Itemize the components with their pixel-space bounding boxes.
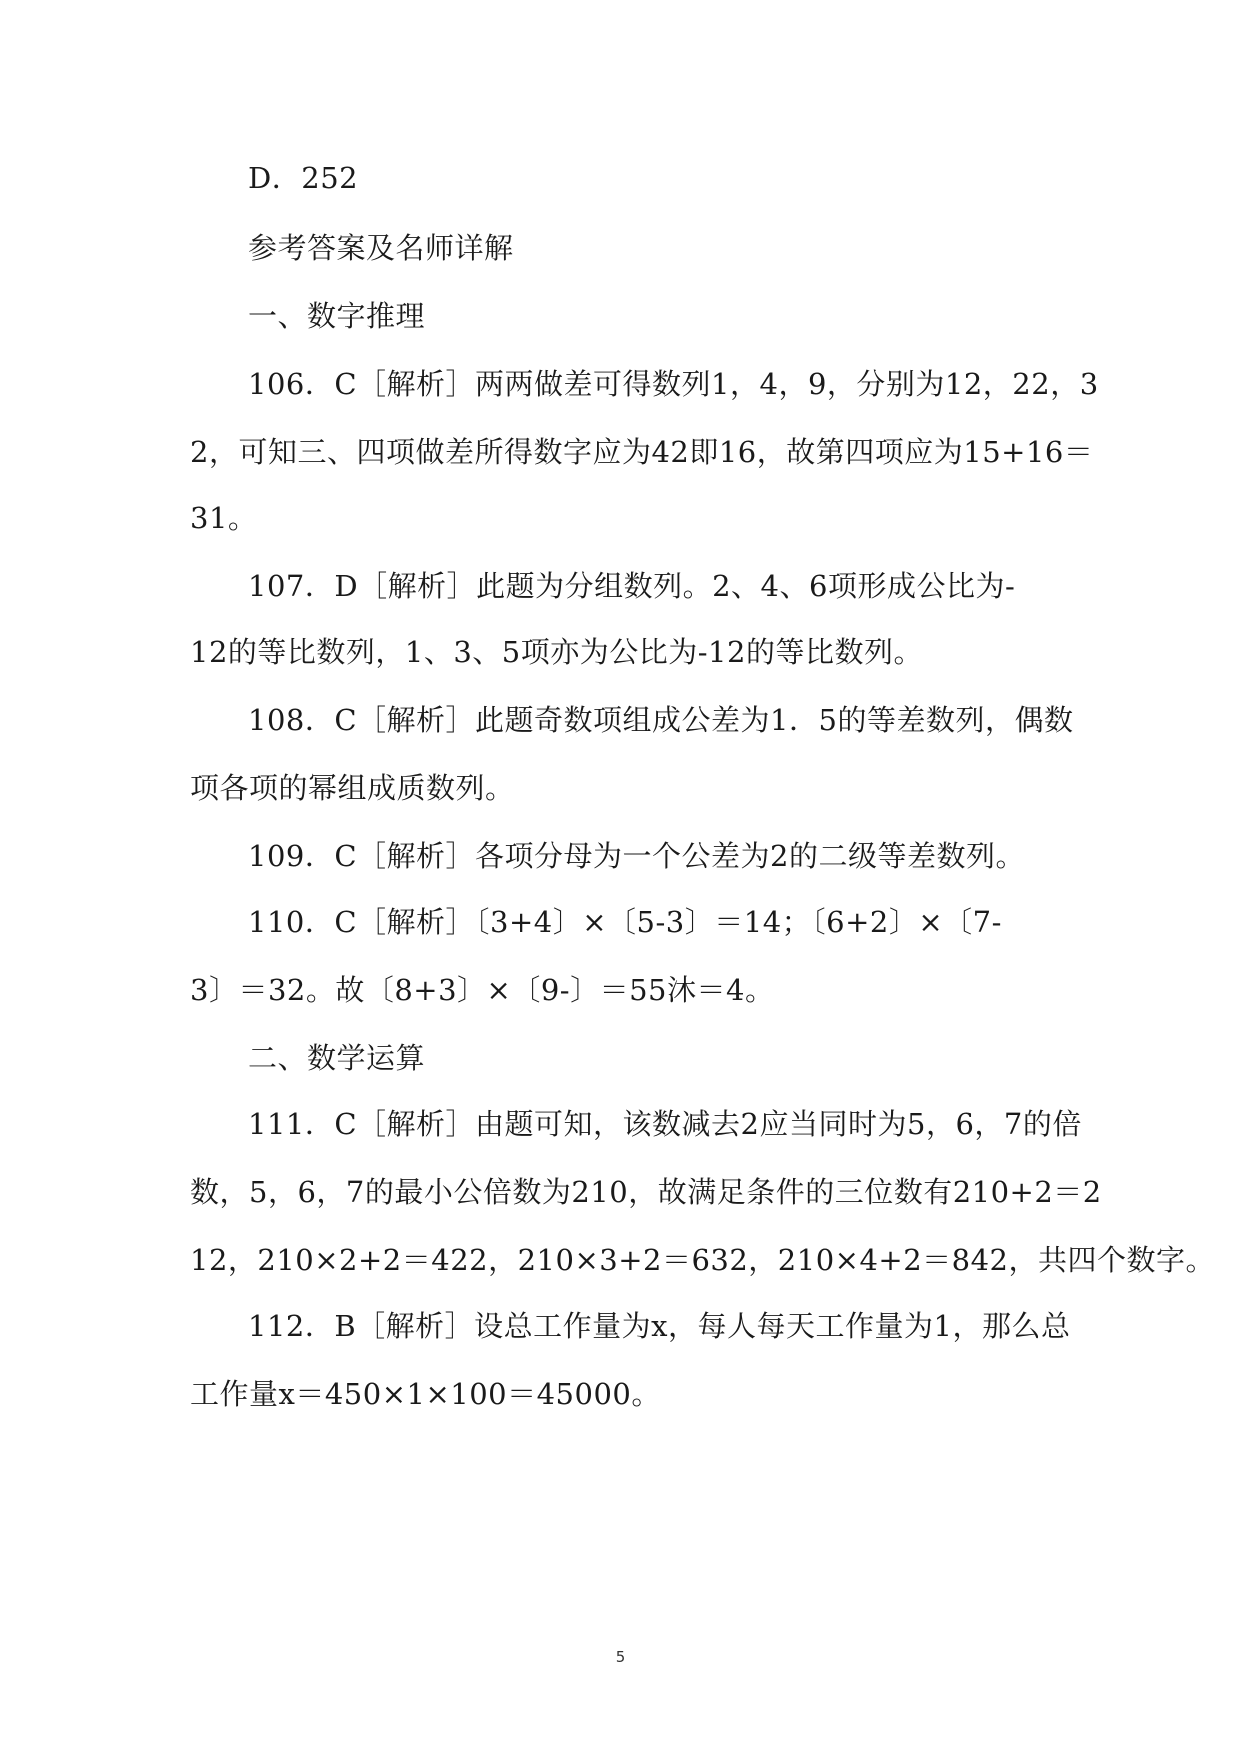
answer-106-line-2: 2，可知三、四项做差所得数字应为42即16，故第四项应为15+16＝	[190, 435, 1094, 469]
option-d: D．252	[248, 161, 359, 195]
answer-106-line-1: 106．C［解析］两两做差可得数列1，4，9，分别为12，22，3	[248, 367, 1099, 401]
answer-106-line-3: 31。	[190, 501, 258, 535]
answer-112-line-2: 工作量x＝450×1×100＝45000。	[190, 1377, 661, 1411]
section-heading-number-reasoning: 一、数字推理	[248, 299, 426, 333]
answer-110-line-2: 3〕＝32。故〔8+3〕×〔9-〕＝55沐＝4。	[190, 973, 775, 1007]
answer-109: 109．C［解析］各项分母为一个公差为2的二级等差数列。	[248, 839, 1025, 873]
answer-112-line-1: 112．B［解析］设总工作量为x，每人每天工作量为1，那么总	[248, 1309, 1071, 1343]
answer-108-line-2: 项各项的幂组成质数列。	[190, 771, 515, 805]
section-heading-answers: 参考答案及名师详解	[248, 231, 514, 265]
answer-111-line-3: 12，210×2+2＝422，210×3+2＝632，210×4+2＝842，共四个数字。	[190, 1243, 1216, 1277]
answer-108-line-1: 108．C［解析］此题奇数项组成公差为1．5的等差数列，偶数	[248, 703, 1074, 737]
answer-110-line-1: 110．C［解析］〔3+4〕×〔5-3〕＝14；〔6+2〕×〔7-	[248, 905, 1002, 939]
page-number: 5	[615, 1648, 626, 1666]
answer-111-line-1: 111．C［解析］由题可知，该数减去2应当同时为5，6，7的倍	[248, 1107, 1082, 1141]
answer-111-line-2: 数，5，6，7的最小公倍数为210，故满足条件的三位数有210+2＝2	[190, 1175, 1102, 1209]
section-heading-math-operations: 二、数学运算	[248, 1041, 426, 1075]
answer-107-line-1: 107．D［解析］此题为分组数列。2、4、6项形成公比为-	[248, 569, 1016, 603]
answer-107-line-2: 12的等比数列，1、3、5项亦为公比为-12的等比数列。	[190, 635, 923, 669]
